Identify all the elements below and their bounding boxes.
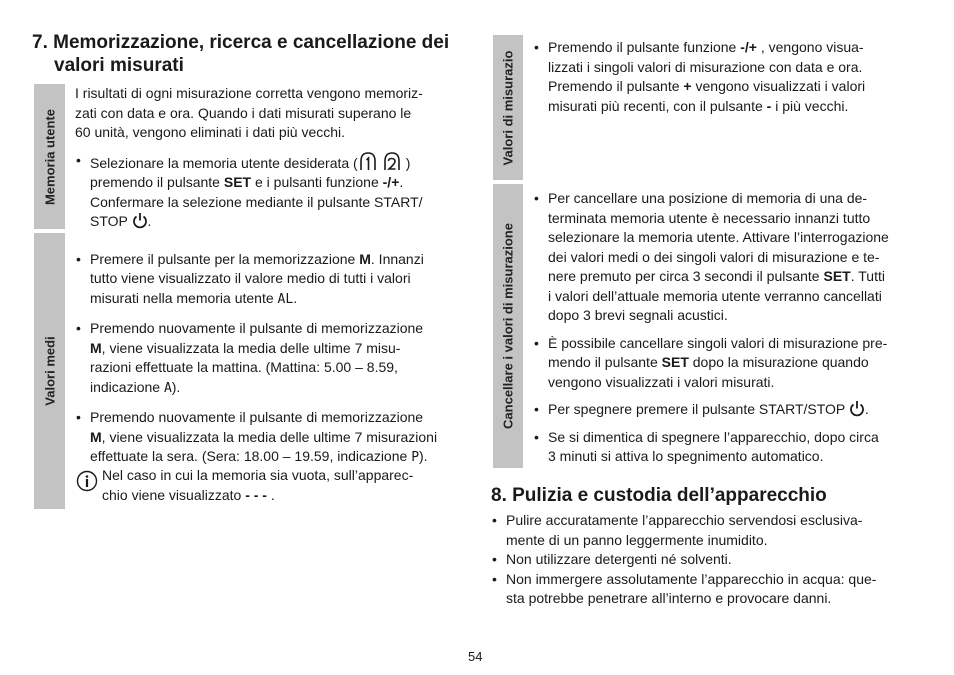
text: . xyxy=(147,213,152,229)
text: Premendo il pulsante xyxy=(548,78,684,94)
text: i valori dell’attuale memoria utente verranno cancellati xyxy=(548,287,882,304)
list-item xyxy=(533,400,928,420)
tab-valori-di-misurazio xyxy=(493,35,523,180)
text: ). xyxy=(171,378,181,395)
user-1-icon xyxy=(361,153,375,170)
tab-valori-label: Valori di misurazio xyxy=(500,50,516,165)
text: • È possibile cancellare singoli valori di misurazione pre- xyxy=(548,334,888,351)
section-7-title-line2: valori misurati xyxy=(54,55,184,76)
a-indicator: A xyxy=(163,380,172,396)
text: ). xyxy=(419,448,428,464)
text: • Non utilizzare detergenti né solventi. xyxy=(506,551,732,567)
text: • Premendo nuovamente il pulsante di memorizzazione xyxy=(90,409,424,425)
left-column xyxy=(75,84,465,468)
text: e i pulsanti funzione xyxy=(251,174,383,190)
m-label: M xyxy=(90,428,102,445)
text: • Premendo nuovamente il pulsante di memorizzazione xyxy=(90,320,424,336)
power-icon xyxy=(849,400,865,417)
m-label: M xyxy=(359,250,371,267)
text: 3 minuti si attiva lo spegnimento automatico. xyxy=(548,448,824,464)
tab-valori-medi xyxy=(34,233,65,509)
text: vengono visualizzati i valori misurati. xyxy=(548,373,775,390)
text: , vengono visua- xyxy=(756,39,864,55)
set-label: SET xyxy=(223,174,252,190)
text: sta potrebbe penetrare all’interno e provocare danni. xyxy=(506,590,832,606)
text: indicazione xyxy=(90,378,164,395)
power-icon xyxy=(132,212,148,229)
section-7-title-line1: 7. Memorizzazione, ricerca e cancellazione dei xyxy=(32,32,450,53)
list-item xyxy=(533,38,928,116)
right-list-1 xyxy=(533,38,928,116)
text: • Se si dimentica di spegnere l’apparecchio, dopo circa xyxy=(548,428,879,445)
list-item xyxy=(491,570,926,609)
text: Per spegnere premere il pulsante START/STOP xyxy=(548,401,849,417)
text: i più vecchi. xyxy=(771,97,849,114)
set-label: SET xyxy=(661,354,689,370)
info-note xyxy=(102,466,462,505)
list-item xyxy=(75,408,465,468)
text: ) xyxy=(405,154,411,171)
intro-paragraph xyxy=(75,84,465,143)
list-item xyxy=(491,550,926,570)
intro-line: zati con data e ora. Quando i dati misurati superano le xyxy=(75,104,412,121)
section-8-title: 8. Pulizia e custodia dell’apparecchio xyxy=(491,485,827,506)
tab-memoria-utente xyxy=(34,84,65,229)
list-item xyxy=(75,250,465,310)
plus-label: + xyxy=(683,78,692,94)
list-item xyxy=(75,319,465,398)
text: . xyxy=(864,401,869,417)
page-number: 54 xyxy=(468,649,483,664)
m-label: M xyxy=(90,339,102,356)
text: • Pulire accuratamente l’apparecchio servendosi esclusiva- xyxy=(506,512,863,528)
user-2-icon xyxy=(385,153,399,170)
text: Premendo il pulsante funzione xyxy=(548,39,741,55)
text: . xyxy=(266,486,275,503)
section-8-list xyxy=(491,511,926,609)
p-indicator: P xyxy=(411,450,420,465)
text: dopo la misurazione quando xyxy=(688,354,869,370)
list-item xyxy=(75,151,465,232)
text: mente di un panno leggermente inumidito. xyxy=(506,531,768,548)
text: Confermare la selezione mediante il pulsante START/ xyxy=(90,193,423,210)
minus-label: - xyxy=(766,97,772,114)
list-valori-medi xyxy=(75,250,465,468)
list-memoria xyxy=(75,151,465,232)
text: Selezionare la memoria utente desiderata ( xyxy=(90,154,358,171)
text: , viene visualizzata la media delle ultime 7 misurazioni xyxy=(101,428,438,445)
intro-line: I risultati di ogni misurazione corretta vengono memoriz- xyxy=(75,85,423,101)
text: . xyxy=(399,174,404,190)
text: STOP xyxy=(90,213,132,229)
dashes-indicator: - - - xyxy=(245,486,267,503)
text: • Non immergere assolutamente l’apparecchio in acqua: que- xyxy=(506,570,877,587)
text: selezionare la memoria utente. Attivare l’interrogazione xyxy=(548,229,889,245)
text: . xyxy=(293,289,298,306)
text: premendo il pulsante xyxy=(90,174,224,190)
tab-cancellare xyxy=(493,184,523,468)
text: effettuate la sera. (Sera: 18.00 – 19.59, indicazione xyxy=(90,448,412,464)
text: mendo il pulsante xyxy=(548,354,662,370)
list-item xyxy=(533,428,928,467)
intro-line: 60 unità, vengono eliminati i dati più vecchi. xyxy=(75,124,346,140)
text: lizzati i singoli valori di misurazione con data e ora. xyxy=(548,58,863,75)
text: chio viene visualizzato xyxy=(102,486,246,503)
section-7-title xyxy=(32,31,449,77)
set-label: SET xyxy=(823,268,851,284)
text: . Tutti xyxy=(850,268,885,284)
text: dopo 3 brevi segnali acustici. xyxy=(548,307,728,323)
text: dei valori medi o dei singoli valori di misurazione e te- xyxy=(548,248,880,265)
text: misurati nella memoria utente xyxy=(90,289,278,306)
user-icons xyxy=(358,151,406,171)
list-item xyxy=(491,511,926,550)
list-item xyxy=(533,189,928,326)
list-item xyxy=(533,334,928,393)
info-icon xyxy=(76,470,98,497)
tab-valori-medi-label: Valori medi xyxy=(42,336,57,406)
tab-cancellare-label: Cancellare i valori di misurazione xyxy=(500,223,516,429)
text: nere premuto per circa 3 secondi il pulsante xyxy=(548,268,824,284)
minus-plus-label: -/+ xyxy=(740,39,757,55)
tab-memoria-utente-label: Memoria utente xyxy=(42,108,57,205)
text: • Per cancellare una posizione di memoria di una de- xyxy=(548,190,868,206)
text: terminata memoria utente è necessario innanzi tutto xyxy=(548,209,871,226)
right-list-2 xyxy=(533,189,928,467)
text: Premere il pulsante per la memorizzazione xyxy=(90,250,360,267)
text: misurati più recenti, con il pulsante xyxy=(548,97,767,114)
minus-plus-label: -/+ xyxy=(382,174,400,190)
al-indicator: AL xyxy=(277,291,294,307)
text: , viene visualizzata la media delle ultime 7 misu- xyxy=(101,339,401,356)
text: tutto viene visualizzato il valore medio di tutti i valori xyxy=(90,270,411,286)
text: . Innanzi xyxy=(370,250,424,267)
text: Nel caso in cui la memoria sia vuota, sull’apparec- xyxy=(102,467,414,483)
text: vengono visualizzati i valori xyxy=(691,78,866,94)
text: razioni effettuate la mattina. (Mattina: 5.00 – 8.59, xyxy=(90,359,398,375)
